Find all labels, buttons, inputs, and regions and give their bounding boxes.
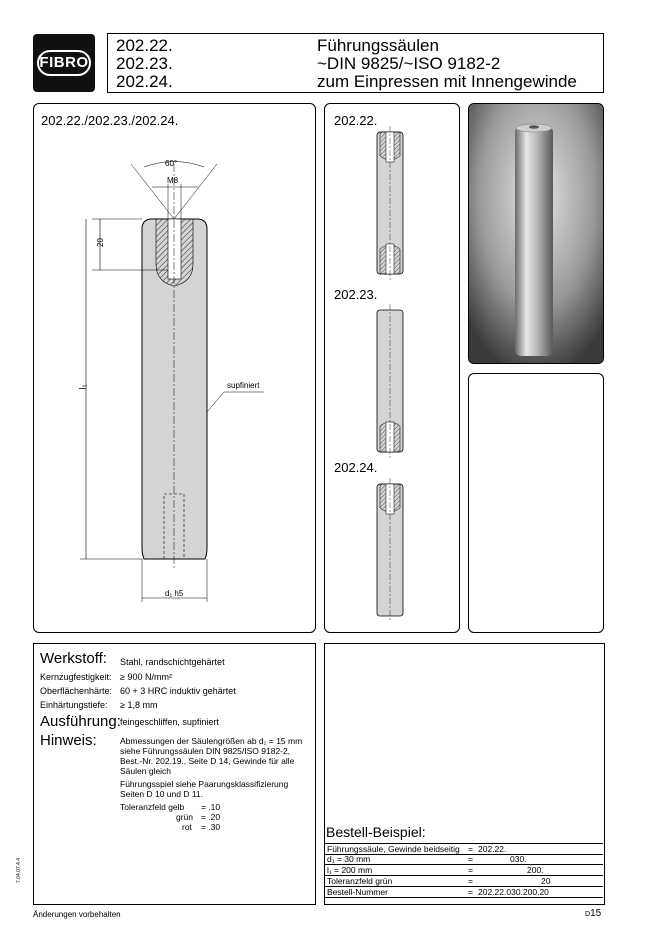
order-label-2: d₁ = 30 mm [327, 854, 371, 864]
order-row-3 [325, 865, 603, 876]
spec-label-2: Oberflächenhärte: [40, 686, 113, 696]
variant-drawings [325, 104, 461, 634]
page-prefix: D [585, 911, 591, 918]
variant-title-1: 202.22. [334, 113, 378, 128]
hinweis-line-4: Säulen gleich [120, 766, 172, 776]
footer-note: Änderungen vorbehalten [33, 910, 121, 919]
side-code: 7.04.07.4.4 [16, 857, 22, 883]
length-label: l₁ [77, 384, 88, 390]
order-heading: Bestell-Beispiel: [326, 824, 426, 840]
order-row-2 [325, 854, 603, 865]
thread-label: M8 [167, 176, 179, 185]
product-photo [469, 104, 604, 364]
diameter-label: d₁ h5 [165, 589, 184, 598]
desc-3: zum Einpressen mit Innengewinde [317, 72, 577, 91]
fibro-logo [33, 34, 95, 92]
desc-2: ~DIN 9825/~ISO 9182-2 [317, 54, 501, 73]
werkstoff-value: Stahl, randschichtgehärtet [120, 657, 225, 667]
page-num: 15 [590, 908, 602, 919]
spiel-line-1: Führungsspiel siehe Paarungsklassifizierung [120, 779, 289, 789]
order-value-4: 20 [541, 876, 551, 886]
hinweis-line-3: Best.-Nr. 202.19., Seite D 14, Gewinde für alle [120, 756, 295, 766]
page-number [585, 908, 601, 919]
toleranz-value-2: = .20 [201, 812, 221, 822]
order-value-2: 030. [510, 854, 527, 864]
variant-title-2: 202.23. [334, 287, 378, 302]
order-label-5: Bestell-Nummer [327, 887, 388, 897]
order-label-1: Führungssäule, Gewinde beidseitig [327, 844, 460, 854]
order-row-5 [325, 887, 603, 898]
code-3: 202.24. [116, 72, 173, 91]
ausfuehrung-heading: Ausführung: [40, 713, 121, 730]
toleranz-label-1: Toleranzfeld gelb [120, 802, 185, 812]
order-value-5: 202.22.030.200.20 [478, 887, 549, 897]
werkstoff-heading: Werkstoff: [40, 650, 107, 667]
specs-box [33, 643, 316, 905]
order-eq-4: = [468, 876, 473, 886]
spec-label-1: Kernzugfestigkeit: [40, 672, 112, 682]
toleranz-label-3: rot [182, 822, 192, 832]
title-box [107, 33, 604, 93]
order-eq-3: = [468, 865, 473, 875]
hinweis-heading: Hinweis: [40, 732, 97, 749]
spiel-line-2: Seiten D 10 und D 11. [120, 789, 204, 799]
empty-box [468, 373, 604, 633]
spec-value-1: ≥ 900 N/mm² [120, 672, 172, 682]
desc-1: Führungssäulen [317, 36, 439, 55]
order-value-1: 202.22. [478, 844, 507, 854]
order-eq-1: = [468, 844, 473, 854]
depth-label: 20 [95, 238, 105, 247]
spec-value-3: ≥ 1,8 mm [120, 700, 158, 710]
drawing-title: 202.22./202.23./202.24. [41, 113, 179, 128]
toleranz-value-1: = .10 [201, 802, 221, 812]
order-row-4 [325, 876, 603, 887]
surface-label: supfiniert [227, 381, 260, 390]
product-photo-box [468, 103, 604, 364]
spec-value-2: 60 + 3 HRC induktiv gehärtet [120, 686, 236, 696]
toleranz-label-2: grün [176, 812, 194, 822]
order-eq-5: = [468, 887, 473, 897]
logo-text: FIBRO [37, 50, 91, 76]
hinweis-line-2: siehe Führungssäulen DIN 9825/ISO 9182-2, [120, 746, 291, 756]
spec-label-3: Einhärtungstiefe: [40, 700, 108, 710]
main-drawing-box [33, 103, 316, 633]
toleranz-value-3: = .30 [201, 822, 221, 832]
variant-title-3: 202.24. [334, 460, 378, 475]
ausfuehrung-value: feingeschliffen, supfiniert [120, 717, 219, 727]
hinweis-line-1: Abmessungen der Säulengrößen ab d₁ = 15 mm [120, 736, 303, 746]
order-label-4: Toleranzfeld grün [327, 876, 393, 886]
angle-label: 60° [165, 159, 178, 168]
order-label-3: l₁ = 200 mm [327, 865, 373, 875]
code-1: 202.22. [116, 36, 173, 55]
variants-box [324, 103, 460, 633]
code-2: 202.23. [116, 54, 173, 73]
order-eq-2: = [468, 854, 473, 864]
order-value-3: 200. [527, 865, 544, 875]
